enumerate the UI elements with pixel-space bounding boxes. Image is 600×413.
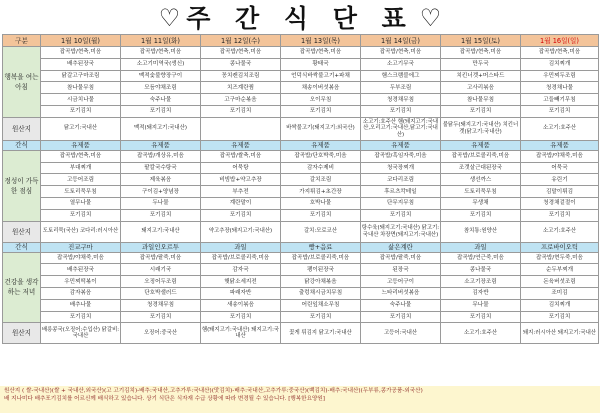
- menu-cell: 어린잎채소무침: [281, 299, 361, 311]
- menu-cell: 고사리볶음: [441, 82, 521, 94]
- snack-cell: 유제품: [441, 140, 521, 150]
- origin-cell: 갈치:모로코산: [281, 221, 361, 242]
- origin-cell: 도토리묵(국산) 코다리:러시아산: [41, 221, 121, 242]
- menu-cell: 꽁치캔김치조림: [201, 70, 281, 82]
- menu-cell: 소고기미역국(생신): [121, 58, 201, 70]
- menu-cell: 코다리조림: [361, 174, 441, 186]
- menu-cell: 유린기: [521, 174, 599, 186]
- menu-cell: 갈치조림: [281, 174, 361, 186]
- menu-cell: 구이김+양념장: [121, 186, 201, 198]
- menu-cell: 오징어두조림: [121, 276, 201, 288]
- menu-cell: 청경채무침: [121, 299, 201, 311]
- menu-cell: 돈육버섯조림: [521, 276, 599, 288]
- menu-cell: 포기김치: [41, 209, 121, 221]
- menu-cell: 포기김치: [41, 311, 121, 323]
- menu-cell: 포기김치: [201, 311, 281, 323]
- snack-cell: 빵+음료: [281, 242, 361, 252]
- snack-cell: 삶은계란: [361, 242, 441, 252]
- menu-cell: 호박나물: [281, 197, 361, 209]
- menu-cell: 콩나물국: [441, 264, 521, 276]
- menu-cell: 숙주나물: [121, 94, 201, 106]
- menu-cell: 잡곡밥/현축,미음: [521, 47, 599, 59]
- menu-cell: 포기김치: [281, 105, 361, 117]
- page-title: [0, 0, 600, 34]
- menu-cell: 포기김치: [281, 311, 361, 323]
- origin-cell: 바싹불고기(돼지고기:외국산): [281, 117, 361, 140]
- lunch-row: [3, 197, 599, 209]
- title-text: 주 간 식 단 표: [186, 4, 414, 33]
- breakfast-row: [3, 47, 599, 59]
- snack-row: [3, 140, 599, 150]
- menu-cell: 햇닭소세지전: [201, 276, 281, 288]
- menu-cell: 파래자반: [201, 287, 281, 299]
- menu-cell: 시래기국: [121, 264, 201, 276]
- menu-cell: 청경채무침: [361, 94, 441, 106]
- menu-cell: 감자국: [201, 264, 281, 276]
- dinner-row: [3, 252, 599, 264]
- menu-cell: 고들빼기무침: [521, 94, 599, 106]
- origin-cell: 돼지고기:국내산: [121, 221, 201, 242]
- origin-cell: 배릉콩국(오징어:수입산) 닭갈비:국내산: [41, 323, 121, 344]
- menu-cell: 감자볶음: [41, 287, 121, 299]
- menu-cell: 어묵국: [521, 162, 599, 174]
- day-header: 1월 12일(수): [201, 35, 281, 47]
- origin-cell: 약고추장(돼지고기:국내산): [201, 221, 281, 242]
- menu-cell: 포기김치: [121, 209, 201, 221]
- menu-cell: 단호박샐러드: [121, 287, 201, 299]
- lunch-origin-row: [3, 221, 599, 242]
- header-row: [3, 35, 599, 47]
- menu-cell: 포기김치: [521, 311, 599, 323]
- menu-cell: 포기김치: [201, 105, 281, 117]
- dinner-row: [3, 287, 599, 299]
- menu-cell: 잡곡밥/브로콜리죽,미음: [441, 150, 521, 162]
- snack-cell: 과일: [441, 242, 521, 252]
- menu-cell: 부추전: [201, 186, 281, 198]
- snack-cell: 과일인오르투: [121, 242, 201, 252]
- menu-cell: 맥적숯불향장구이: [121, 70, 201, 82]
- menu-cell: 김자반: [441, 287, 521, 299]
- menu-cell: 출렁채시금치무침: [281, 287, 361, 299]
- menu-cell: 닭강아채볶음: [281, 276, 361, 288]
- dinner-row: [3, 311, 599, 323]
- menu-cell: 포기김치: [361, 209, 441, 221]
- menu-cell: 닭갈고구마조림: [41, 70, 121, 82]
- menu-cell: 잡곡밥/야채죽,미음: [521, 150, 599, 162]
- menu-cell: 부대찌개: [41, 162, 121, 174]
- menu-cell: 김말이튀김: [521, 186, 599, 198]
- day-header: 1월 11일(화): [121, 35, 201, 47]
- menu-cell: 황태국: [281, 58, 361, 70]
- menu-cell: 두나물: [121, 197, 201, 209]
- menu-cell: 잡곡밥/현축,미음: [281, 47, 361, 59]
- lunch-label: 정성이 가득한 점심: [3, 150, 41, 221]
- menu-cell: 생선까스: [441, 174, 521, 186]
- snack-cell: 진교구마: [41, 242, 121, 252]
- menu-cell: 오이무침: [281, 94, 361, 106]
- menu-cell: 배추된장국: [41, 58, 121, 70]
- menu-cell: 느타리버섯볶음: [361, 287, 441, 299]
- menu-cell: 포기김치: [521, 105, 599, 117]
- breakfast-origin-row: [3, 117, 599, 140]
- menu-cell: 콩나물국: [201, 58, 281, 70]
- menu-cell: 잡곡밥/연근죽,미음: [441, 252, 521, 264]
- menu-cell: 잡곡밥/팥죽,미음: [121, 252, 201, 264]
- breakfast-row: [3, 105, 599, 117]
- menu-cell: 고구마순볶음: [201, 94, 281, 106]
- menu-cell: 두부조림: [361, 82, 441, 94]
- menu-cell: 감자수제비: [281, 162, 361, 174]
- lunch-row: [3, 209, 599, 221]
- breakfast-origin-label: 원산지: [3, 117, 41, 140]
- breakfast-label: 행복을 여는 아침: [3, 47, 41, 118]
- menu-cell: 포기김치: [441, 105, 521, 117]
- menu-cell: 포기김치: [441, 311, 521, 323]
- menu-cell: 참나물무침: [441, 94, 521, 106]
- origin-cell: 맥적(돼지고기:국내산): [121, 117, 201, 140]
- menu-cell: 무생채: [441, 197, 521, 209]
- snack-cell: 과일: [201, 242, 281, 252]
- menu-cell: 잡곡밥/쌀축,미음: [201, 150, 281, 162]
- snack-cell: 유제품: [281, 140, 361, 150]
- day-header: 1월 14일(금): [361, 35, 441, 47]
- menu-cell: 청경채겉절이: [521, 197, 599, 209]
- lunch-row: [3, 186, 599, 198]
- origin-cell: 꽃게 튀김지 닭고기:국내산: [281, 323, 361, 344]
- origin-cell: 소고기:호주산 햄(돼지고기:국내산,오리고기:국내산,닭고기:국내산): [361, 117, 441, 140]
- snack-cell: 유제품: [41, 140, 121, 150]
- menu-cell: 시금치나물: [41, 94, 121, 106]
- menu-cell: 새송이볶음: [201, 299, 281, 311]
- origin-cell: 닭고기:국내산: [41, 117, 121, 140]
- menu-cell: 포기김치: [361, 311, 441, 323]
- breakfast-row: [3, 70, 599, 82]
- menu-cell: 잡곡밥/팥죽,미음: [361, 252, 441, 264]
- menu-cell: 잡곡밥/현축,미음: [41, 150, 121, 162]
- menu-cell: 잡곡밥/현축,미음: [441, 47, 521, 59]
- origin-cell: 햄(돼지고기:국내산) 돼지고기:국내산: [201, 323, 281, 344]
- origin-cell: 불닭두(돼지고기:국내산) 치킨너겟(닭고기:국내산): [441, 117, 521, 140]
- menu-cell: 고등어구이: [361, 276, 441, 288]
- snack-cell: 유제품: [521, 140, 599, 150]
- menu-cell: 잡곡밥/현축,미음: [201, 47, 281, 59]
- breakfast-row: [3, 58, 599, 70]
- snack-label: 간식: [3, 140, 41, 150]
- menu-cell: 포기김치: [121, 105, 201, 117]
- origin-cell: 소고기:호주산: [521, 221, 599, 242]
- menu-cell: 가지튀김+초간장: [281, 186, 361, 198]
- menu-cell: 배추된장국: [41, 264, 121, 276]
- menu-cell: 모듬야채조림: [121, 82, 201, 94]
- menu-cell: 포기김치: [121, 311, 201, 323]
- menu-cell: 청국장찌개: [361, 162, 441, 174]
- menu-cell: 조미김: [521, 287, 599, 299]
- lunch-row: [3, 150, 599, 162]
- menu-cell: 포기김치: [361, 105, 441, 117]
- menu-cell: 도토리묵무침: [41, 186, 121, 198]
- lunch-row: [3, 162, 599, 174]
- menu-cell: 치즈계란찜: [201, 82, 281, 94]
- snack-cell: 유제품: [361, 140, 441, 150]
- menu-cell: 잡곡밥/현축,미음: [121, 47, 201, 59]
- corner-label: 구분: [3, 35, 41, 47]
- menu-cell: 잡곡밥/브로콜리죽,미음: [281, 252, 361, 264]
- menu-cell: 참나물무침: [41, 82, 121, 94]
- origin-cell: 참치통:원양산: [441, 221, 521, 242]
- menu-cell: 도토리묵무침: [441, 186, 521, 198]
- origin-note: 원산지 ( 쌀-국내산)(쌀 + 국내산,외국산)(고 고기김치)-배추:국내산,고추가루:국내산)(맛김치)-배추:국내산,고추가루:중국산)(백김치)-배추:국내산)(두부류,콩가공품-외국산): [4, 388, 423, 394]
- menu-cell: 잡곡밥/흑임자죽,미음: [361, 150, 441, 162]
- snack-row: [3, 242, 599, 252]
- menu-cell: 포기김치: [41, 105, 121, 117]
- origin-cell: 오징어:중국산: [121, 323, 201, 344]
- dinner-label: 건강을 생각하는 저녁: [3, 252, 41, 323]
- origin-cell: 돼지:러시아산 돼지고기:국내산: [521, 323, 599, 344]
- menu-cell: 조갯살근대된장국: [441, 162, 521, 174]
- menu-cell: 포기김치: [521, 209, 599, 221]
- dinner-row: [3, 264, 599, 276]
- origin-cell: 소고기:호주산: [521, 117, 599, 140]
- menu-cell: 김치찌개: [521, 299, 599, 311]
- menu-cell: 순두부찌개: [521, 264, 599, 276]
- menu-cell: 만두국: [441, 58, 521, 70]
- menu-cell: 우민찌두조림: [521, 70, 599, 82]
- menu-cell: 배추나물: [41, 299, 121, 311]
- menu-cell: 어묵탕: [201, 162, 281, 174]
- menu-cell: 채송이버섯볶음: [281, 82, 361, 94]
- menu-cell: 포기김치: [281, 209, 361, 221]
- menu-cell: 된장국: [361, 264, 441, 276]
- snack-label: 간식: [3, 242, 41, 252]
- menu-cell: 햄스크램블에그: [361, 70, 441, 82]
- menu-cell: 계란말이: [201, 197, 281, 209]
- day-header: 1월 16일(일): [521, 35, 599, 47]
- menu-cell: 소고기장조림: [441, 276, 521, 288]
- heart-icon: ♡: [158, 2, 181, 32]
- snack-cell: 유제품: [201, 140, 281, 150]
- weekly-menu-table: [2, 34, 599, 344]
- menu-cell: 소고기무국: [361, 58, 441, 70]
- menu-cell: 잡곡밥/현두죽,미음: [521, 252, 599, 264]
- dinner-row: [3, 276, 599, 288]
- day-header: 1월 15일(토): [441, 35, 521, 47]
- origin-cell: [201, 117, 281, 140]
- origin-cell: 고등어:국내산: [361, 323, 441, 344]
- menu-cell: 포기김치: [441, 209, 521, 221]
- menu-cell: 언덕식바싹불고기+파채: [281, 70, 361, 82]
- menu-cell: 김치찌개: [521, 58, 599, 70]
- heart-icon: ♡: [419, 2, 442, 32]
- menu-cell: 숙주나물: [361, 299, 441, 311]
- origin-cell: 소고기:호주산: [441, 323, 521, 344]
- dinner-origin-row: [3, 323, 599, 344]
- menu-cell: 잡곡밥/야채죽,미음: [41, 252, 121, 264]
- menu-cell: 우민찌떡볶이: [41, 276, 121, 288]
- menu-cell: 고등어조림: [41, 174, 121, 186]
- snack-cell: 유제품: [121, 140, 201, 150]
- breakfast-row: [3, 82, 599, 94]
- origin-cell: 탕수육(돼지고기:국내산) 닭고기:국내산 차장면(돼지고기:국내산): [361, 221, 441, 242]
- menu-cell: 단무지무침: [361, 197, 441, 209]
- menu-cell: 팥칼국수탕국: [121, 162, 201, 174]
- lunch-origin-label: 원산지: [3, 221, 41, 242]
- menu-cell: 무나물: [441, 299, 521, 311]
- kimchi-note: 배 지나미다 배추포기김치를 어르신께 배식하고 있습니다. 상기 식단은 식자재 수급 상황에 따라 변경될 수 있습니다. [행복한요양원]: [4, 396, 325, 403]
- snack-cell: 프로바이오틱: [521, 242, 599, 252]
- menu-cell: 비빔밥+약고추장: [201, 174, 281, 186]
- menu-cell: 잡곡밥/단호박죽,미음: [281, 150, 361, 162]
- menu-cell: 잡곡밥/브로콜리죽,미음: [201, 252, 281, 264]
- menu-cell: 청경채나물: [521, 82, 599, 94]
- menu-cell: 잡곡밥/현축,미음: [361, 47, 441, 59]
- menu-cell: 열무나물: [41, 197, 121, 209]
- menu-cell: 포기김치: [201, 209, 281, 221]
- menu-cell: 잡곡밥/개상유,미음: [121, 150, 201, 162]
- day-header: 1월 13일(목): [281, 35, 361, 47]
- dinner-row: [3, 299, 599, 311]
- lunch-row: [3, 174, 599, 186]
- footer-notes: [0, 386, 600, 413]
- menu-cell: 제육볶음: [121, 174, 201, 186]
- menu-cell: 잡곡밥/현축,미음: [41, 47, 121, 59]
- breakfast-row: [3, 94, 599, 106]
- menu-cell: 팽이된장국: [281, 264, 361, 276]
- menu-cell: 후르츠칵테일: [361, 186, 441, 198]
- dinner-origin-label: 원산지: [3, 323, 41, 344]
- menu-cell: 치킨너겟+머스타드: [441, 70, 521, 82]
- day-header: 1월 10일(월): [41, 35, 121, 47]
